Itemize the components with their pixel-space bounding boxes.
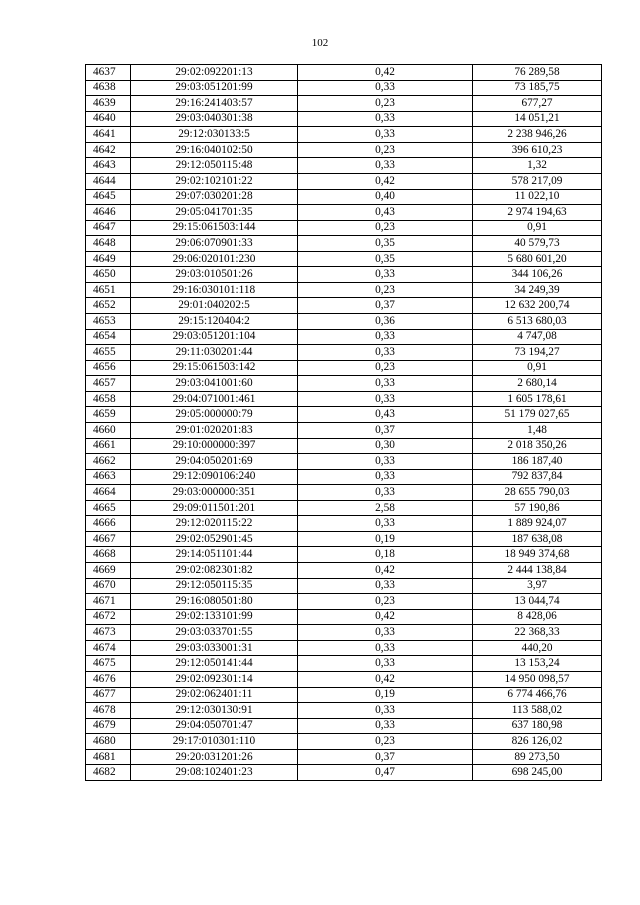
cadastral-number-cell: 29:02:082301:82 bbox=[131, 563, 298, 579]
rate-cell: 0,35 bbox=[298, 251, 473, 267]
cadastral-number-cell: 29:02:052901:45 bbox=[131, 531, 298, 547]
cadastral-number-cell: 29:15:061503:144 bbox=[131, 220, 298, 236]
row-number-cell: 4672 bbox=[86, 609, 131, 625]
value-cell: 792 837,84 bbox=[473, 469, 602, 485]
row-number-cell: 4662 bbox=[86, 454, 131, 470]
page-number: 102 bbox=[311, 37, 329, 49]
rate-cell: 0,33 bbox=[298, 485, 473, 501]
table-row bbox=[86, 609, 602, 625]
table-row bbox=[86, 345, 602, 361]
cadastral-number-cell: 29:02:092301:14 bbox=[131, 671, 298, 687]
value-cell: 28 655 790,03 bbox=[473, 485, 602, 501]
rate-cell: 0,33 bbox=[298, 454, 473, 470]
cadastral-number-cell: 29:20:031201:26 bbox=[131, 749, 298, 765]
rate-cell: 0,33 bbox=[298, 703, 473, 719]
table-row bbox=[86, 127, 602, 143]
value-cell: 89 273,50 bbox=[473, 749, 602, 765]
rate-cell: 0,42 bbox=[298, 563, 473, 579]
rate-cell: 0,37 bbox=[298, 749, 473, 765]
value-cell: 12 632 200,74 bbox=[473, 298, 602, 314]
row-number-cell: 4651 bbox=[86, 282, 131, 298]
table-row bbox=[86, 671, 602, 687]
table-row bbox=[86, 142, 602, 158]
cadastral-number-cell: 29:04:050701:47 bbox=[131, 718, 298, 734]
cadastral-number-cell: 29:07:030201:28 bbox=[131, 189, 298, 205]
row-number-cell: 4665 bbox=[86, 500, 131, 516]
table-row bbox=[86, 96, 602, 112]
rate-cell: 0,43 bbox=[298, 205, 473, 221]
table-row bbox=[86, 251, 602, 267]
table-row bbox=[86, 500, 602, 516]
cadastral-number-cell: 29:16:030101:118 bbox=[131, 282, 298, 298]
table-row bbox=[86, 236, 602, 252]
value-cell: 8 428,06 bbox=[473, 609, 602, 625]
value-cell: 826 126,02 bbox=[473, 734, 602, 750]
rate-cell: 0,43 bbox=[298, 407, 473, 423]
value-cell: 2 444 138,84 bbox=[473, 563, 602, 579]
value-cell: 57 190,86 bbox=[473, 500, 602, 516]
value-cell: 76 289,58 bbox=[473, 65, 602, 81]
cadastral-number-cell: 29:16:080501:80 bbox=[131, 594, 298, 610]
value-cell: 1 889 924,07 bbox=[473, 516, 602, 532]
value-cell: 18 949 374,68 bbox=[473, 547, 602, 563]
row-number-cell: 4644 bbox=[86, 173, 131, 189]
rate-cell: 0,47 bbox=[298, 765, 473, 781]
table-row bbox=[86, 376, 602, 392]
value-cell: 2 018 350,26 bbox=[473, 438, 602, 454]
value-cell: 6 774 466,76 bbox=[473, 687, 602, 703]
table-row bbox=[86, 205, 602, 221]
row-number-cell: 4648 bbox=[86, 236, 131, 252]
table-row bbox=[86, 220, 602, 236]
rate-cell: 0,33 bbox=[298, 516, 473, 532]
cadastral-number-cell: 29:03:040301:38 bbox=[131, 111, 298, 127]
row-number-cell: 4647 bbox=[86, 220, 131, 236]
value-cell: 0,91 bbox=[473, 220, 602, 236]
table-row bbox=[86, 656, 602, 672]
cadastral-number-cell: 29:04:071001:461 bbox=[131, 391, 298, 407]
rate-cell: 0,33 bbox=[298, 111, 473, 127]
row-number-cell: 4637 bbox=[86, 65, 131, 81]
rate-cell: 0,37 bbox=[298, 422, 473, 438]
value-cell: 13 044,74 bbox=[473, 594, 602, 610]
table-row bbox=[86, 360, 602, 376]
row-number-cell: 4678 bbox=[86, 703, 131, 719]
value-cell: 113 588,02 bbox=[473, 703, 602, 719]
cadastral-number-cell: 29:16:040102:50 bbox=[131, 142, 298, 158]
cadastral-number-cell: 29:02:092201:13 bbox=[131, 65, 298, 81]
cadastral-number-cell: 29:05:000000:79 bbox=[131, 407, 298, 423]
rate-cell: 0,33 bbox=[298, 718, 473, 734]
rate-cell: 0,40 bbox=[298, 189, 473, 205]
rate-cell: 0,23 bbox=[298, 594, 473, 610]
rate-cell: 0,19 bbox=[298, 687, 473, 703]
rate-cell: 0,33 bbox=[298, 345, 473, 361]
value-cell: 186 187,40 bbox=[473, 454, 602, 470]
value-cell: 1,32 bbox=[473, 158, 602, 174]
cadastral-number-cell: 29:03:010501:26 bbox=[131, 267, 298, 283]
value-cell: 4 747,08 bbox=[473, 329, 602, 345]
row-number-cell: 4646 bbox=[86, 205, 131, 221]
cadastral-number-cell: 29:02:133101:99 bbox=[131, 609, 298, 625]
data-table bbox=[85, 64, 602, 781]
table-row bbox=[86, 563, 602, 579]
table-row bbox=[86, 734, 602, 750]
cadastral-number-cell: 29:03:000000:351 bbox=[131, 485, 298, 501]
table-row bbox=[86, 469, 602, 485]
row-number-cell: 4655 bbox=[86, 345, 131, 361]
table-row bbox=[86, 189, 602, 205]
row-number-cell: 4660 bbox=[86, 422, 131, 438]
table-row bbox=[86, 298, 602, 314]
row-number-cell: 4640 bbox=[86, 111, 131, 127]
cadastral-number-cell: 29:03:051201:99 bbox=[131, 80, 298, 96]
row-number-cell: 4667 bbox=[86, 531, 131, 547]
cadastral-number-cell: 29:03:033001:31 bbox=[131, 640, 298, 656]
row-number-cell: 4668 bbox=[86, 547, 131, 563]
value-cell: 677,27 bbox=[473, 96, 602, 112]
table-row bbox=[86, 314, 602, 330]
row-number-cell: 4669 bbox=[86, 563, 131, 579]
row-number-cell: 4638 bbox=[86, 80, 131, 96]
value-cell: 1,48 bbox=[473, 422, 602, 438]
rate-cell: 0,23 bbox=[298, 360, 473, 376]
rate-cell: 0,30 bbox=[298, 438, 473, 454]
rate-cell: 0,37 bbox=[298, 298, 473, 314]
rate-cell: 0,23 bbox=[298, 96, 473, 112]
value-cell: 637 180,98 bbox=[473, 718, 602, 734]
rate-cell: 0,23 bbox=[298, 282, 473, 298]
table-row bbox=[86, 391, 602, 407]
table-row bbox=[86, 765, 602, 781]
row-number-cell: 4654 bbox=[86, 329, 131, 345]
table-row bbox=[86, 173, 602, 189]
cadastral-number-cell: 29:01:020201:83 bbox=[131, 422, 298, 438]
value-cell: 2 974 194,63 bbox=[473, 205, 602, 221]
value-cell: 51 179 027,65 bbox=[473, 407, 602, 423]
rate-cell: 0,19 bbox=[298, 531, 473, 547]
row-number-cell: 4673 bbox=[86, 625, 131, 641]
table-row bbox=[86, 547, 602, 563]
row-number-cell: 4663 bbox=[86, 469, 131, 485]
cadastral-number-cell: 29:05:041701:35 bbox=[131, 205, 298, 221]
row-number-cell: 4680 bbox=[86, 734, 131, 750]
rate-cell: 0,42 bbox=[298, 671, 473, 687]
cadastral-number-cell: 29:04:050201:69 bbox=[131, 454, 298, 470]
value-cell: 440,20 bbox=[473, 640, 602, 656]
value-cell: 344 106,26 bbox=[473, 267, 602, 283]
cadastral-number-cell: 29:03:041001:60 bbox=[131, 376, 298, 392]
table-row bbox=[86, 578, 602, 594]
value-cell: 22 368,33 bbox=[473, 625, 602, 641]
row-number-cell: 4682 bbox=[86, 765, 131, 781]
cadastral-number-cell: 29:01:040202:5 bbox=[131, 298, 298, 314]
rate-cell: 0,23 bbox=[298, 734, 473, 750]
value-cell: 13 153,24 bbox=[473, 656, 602, 672]
value-cell: 11 022,10 bbox=[473, 189, 602, 205]
value-cell: 14 051,21 bbox=[473, 111, 602, 127]
rate-cell: 0,33 bbox=[298, 469, 473, 485]
table-row bbox=[86, 703, 602, 719]
rate-cell: 0,35 bbox=[298, 236, 473, 252]
cadastral-number-cell: 29:14:051101:44 bbox=[131, 547, 298, 563]
rate-cell: 0,18 bbox=[298, 547, 473, 563]
rate-cell: 0,33 bbox=[298, 640, 473, 656]
row-number-cell: 4643 bbox=[86, 158, 131, 174]
table-row bbox=[86, 282, 602, 298]
value-cell: 2 680,14 bbox=[473, 376, 602, 392]
cadastral-number-cell: 29:12:050115:48 bbox=[131, 158, 298, 174]
value-cell: 698 245,00 bbox=[473, 765, 602, 781]
rate-cell: 0,33 bbox=[298, 578, 473, 594]
rate-cell: 0,33 bbox=[298, 80, 473, 96]
value-cell: 34 249,39 bbox=[473, 282, 602, 298]
cadastral-number-cell: 29:17:010301:110 bbox=[131, 734, 298, 750]
row-number-cell: 4653 bbox=[86, 314, 131, 330]
value-cell: 40 579,73 bbox=[473, 236, 602, 252]
value-cell: 2 238 946,26 bbox=[473, 127, 602, 143]
value-cell: 5 680 601,20 bbox=[473, 251, 602, 267]
row-number-cell: 4671 bbox=[86, 594, 131, 610]
rate-cell: 0,33 bbox=[298, 391, 473, 407]
table-row bbox=[86, 594, 602, 610]
table-row bbox=[86, 454, 602, 470]
cadastral-number-cell: 29:03:051201:104 bbox=[131, 329, 298, 345]
cadastral-number-cell: 29:08:102401:23 bbox=[131, 765, 298, 781]
cadastral-number-cell: 29:15:061503:142 bbox=[131, 360, 298, 376]
cadastral-number-cell: 29:06:070901:33 bbox=[131, 236, 298, 252]
row-number-cell: 4656 bbox=[86, 360, 131, 376]
row-number-cell: 4674 bbox=[86, 640, 131, 656]
value-cell: 73 185,75 bbox=[473, 80, 602, 96]
rate-cell: 0,23 bbox=[298, 142, 473, 158]
rate-cell: 0,36 bbox=[298, 314, 473, 330]
cadastral-number-cell: 29:02:102101:22 bbox=[131, 173, 298, 189]
rate-cell: 0,33 bbox=[298, 376, 473, 392]
table-row bbox=[86, 625, 602, 641]
table-row bbox=[86, 516, 602, 532]
value-cell: 578 217,09 bbox=[473, 173, 602, 189]
cadastral-number-cell: 29:09:011501:201 bbox=[131, 500, 298, 516]
table-row bbox=[86, 407, 602, 423]
cadastral-number-cell: 29:11:030201:44 bbox=[131, 345, 298, 361]
row-number-cell: 4677 bbox=[86, 687, 131, 703]
rate-cell: 0,42 bbox=[298, 65, 473, 81]
table-row bbox=[86, 329, 602, 345]
value-cell: 187 638,08 bbox=[473, 531, 602, 547]
value-cell: 14 950 098,57 bbox=[473, 671, 602, 687]
table-row bbox=[86, 438, 602, 454]
cadastral-number-cell: 29:12:050115:35 bbox=[131, 578, 298, 594]
value-cell: 1 605 178,61 bbox=[473, 391, 602, 407]
rate-cell: 0,23 bbox=[298, 220, 473, 236]
row-number-cell: 4658 bbox=[86, 391, 131, 407]
row-number-cell: 4679 bbox=[86, 718, 131, 734]
row-number-cell: 4645 bbox=[86, 189, 131, 205]
rate-cell: 0,33 bbox=[298, 267, 473, 283]
row-number-cell: 4641 bbox=[86, 127, 131, 143]
rate-cell: 0,33 bbox=[298, 656, 473, 672]
value-cell: 73 194,27 bbox=[473, 345, 602, 361]
row-number-cell: 4650 bbox=[86, 267, 131, 283]
cadastral-number-cell: 29:16:241403:57 bbox=[131, 96, 298, 112]
value-cell: 0,91 bbox=[473, 360, 602, 376]
table-row bbox=[86, 640, 602, 656]
row-number-cell: 4642 bbox=[86, 142, 131, 158]
row-number-cell: 4659 bbox=[86, 407, 131, 423]
row-number-cell: 4657 bbox=[86, 376, 131, 392]
table-row bbox=[86, 65, 602, 81]
row-number-cell: 4649 bbox=[86, 251, 131, 267]
table-row bbox=[86, 111, 602, 127]
table-row bbox=[86, 749, 602, 765]
table-row bbox=[86, 687, 602, 703]
row-number-cell: 4664 bbox=[86, 485, 131, 501]
cadastral-number-cell: 29:12:030133:5 bbox=[131, 127, 298, 143]
row-number-cell: 4652 bbox=[86, 298, 131, 314]
cadastral-number-cell: 29:10:000000:397 bbox=[131, 438, 298, 454]
cadastral-number-cell: 29:12:090106:240 bbox=[131, 469, 298, 485]
cadastral-number-cell: 29:12:050141:44 bbox=[131, 656, 298, 672]
row-number-cell: 4661 bbox=[86, 438, 131, 454]
cadastral-number-cell: 29:12:020115:22 bbox=[131, 516, 298, 532]
table-row bbox=[86, 485, 602, 501]
table-row bbox=[86, 158, 602, 174]
table-body bbox=[86, 65, 602, 781]
cadastral-number-cell: 29:03:033701:55 bbox=[131, 625, 298, 641]
table-row bbox=[86, 531, 602, 547]
value-cell: 3,97 bbox=[473, 578, 602, 594]
rate-cell: 0,42 bbox=[298, 173, 473, 189]
cadastral-number-cell: 29:15:120404:2 bbox=[131, 314, 298, 330]
cadastral-number-cell: 29:02:062401:11 bbox=[131, 687, 298, 703]
row-number-cell: 4666 bbox=[86, 516, 131, 532]
table-row bbox=[86, 80, 602, 96]
row-number-cell: 4639 bbox=[86, 96, 131, 112]
table-row bbox=[86, 422, 602, 438]
row-number-cell: 4681 bbox=[86, 749, 131, 765]
rate-cell: 0,33 bbox=[298, 158, 473, 174]
row-number-cell: 4676 bbox=[86, 671, 131, 687]
table-row bbox=[86, 718, 602, 734]
value-cell: 396 610,23 bbox=[473, 142, 602, 158]
rate-cell: 0,33 bbox=[298, 625, 473, 641]
row-number-cell: 4675 bbox=[86, 656, 131, 672]
cadastral-number-cell: 29:06:020101:230 bbox=[131, 251, 298, 267]
value-cell: 6 513 680,03 bbox=[473, 314, 602, 330]
cadastral-number-cell: 29:12:030130:91 bbox=[131, 703, 298, 719]
table-row bbox=[86, 267, 602, 283]
rate-cell: 0,33 bbox=[298, 329, 473, 345]
rate-cell: 2,58 bbox=[298, 500, 473, 516]
row-number-cell: 4670 bbox=[86, 578, 131, 594]
rate-cell: 0,42 bbox=[298, 609, 473, 625]
rate-cell: 0,33 bbox=[298, 127, 473, 143]
